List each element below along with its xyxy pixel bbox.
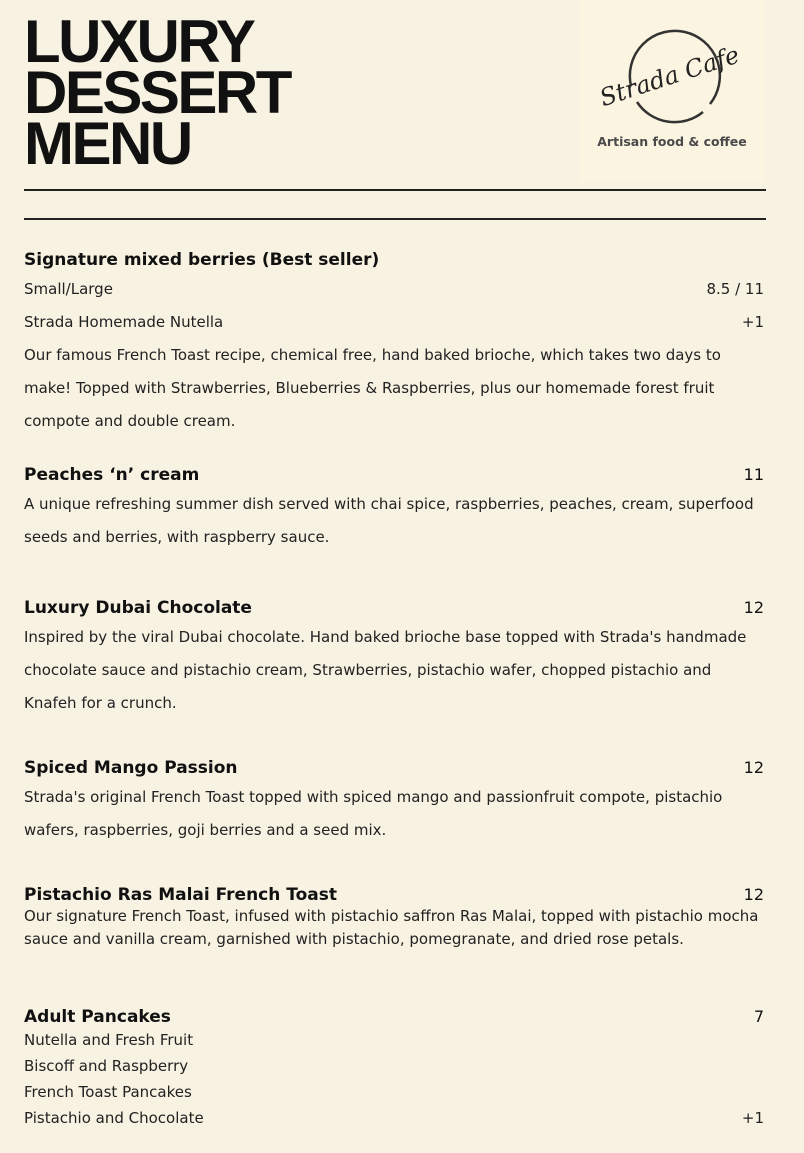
item-description: Inspired by the viral Dubai chocolate. Hand baked brioche base topped with Strada's handmade chocolate sauce and pistachio cream, Strawberries, pistachio wafer, chopped pistachio and Knafeh for a crunch.	[24, 628, 747, 712]
item-header	[24, 758, 764, 778]
item-name: Pistachio Ras Malai French Toast	[24, 885, 338, 905]
menu-title-line: LUXURY	[24, 8, 254, 75]
item-description: Our famous French Toast recipe, chemical free, hand baked brioche, which takes two days to make! Topped with Strawberries, Blueberries & Raspberries, plus our homemade forest fruit compote and double cream.	[24, 346, 721, 430]
item-header	[24, 598, 764, 618]
menu-item	[24, 465, 764, 554]
item-size-row	[24, 273, 764, 306]
item-price: 12	[743, 885, 764, 904]
item-header	[24, 885, 764, 905]
item-price: 12	[743, 758, 764, 777]
menu-item	[24, 250, 764, 438]
option-label: Nutella and Fresh Fruit	[24, 1031, 194, 1049]
item-name: Peaches ‘n’ cream	[24, 465, 200, 485]
item-addon-row	[24, 306, 764, 339]
item-price: 11	[743, 465, 764, 484]
item-header	[24, 465, 764, 485]
menu-item	[24, 758, 764, 847]
item-name: Luxury Dubai Chocolate	[24, 598, 252, 618]
menu-item	[24, 598, 764, 720]
option-label: Biscoff and Raspberry	[24, 1057, 189, 1075]
option-row	[24, 1105, 764, 1131]
item-name: Spiced Mango Passion	[24, 758, 238, 778]
menu-item	[24, 1007, 764, 1131]
item-name: Signature mixed berries (Best seller)	[24, 250, 380, 270]
item-description: A unique refreshing summer dish served with chai spice, raspberries, peaches, cream, superfood seeds and berries, with raspberry sauce.	[24, 495, 754, 546]
item-header	[24, 250, 764, 270]
row-label: Strada Homemade Nutella	[24, 313, 224, 331]
option-row	[24, 1027, 764, 1053]
menu-title-line: MENU	[24, 110, 191, 177]
row-label: Small/Large	[24, 280, 113, 298]
item-price: 12	[743, 598, 764, 617]
option-label: French Toast Pancakes	[24, 1083, 192, 1101]
row-value: +1	[741, 313, 764, 331]
item-description: Our signature French Toast, infused with pistachio saffron Ras Malai, topped with pistachio mocha sauce and vanilla cream, garnished with pistachio, pomegranate, and dried rose petals.	[24, 907, 759, 948]
menu-title-line: DESSERT	[24, 59, 290, 126]
menu-item	[24, 885, 764, 951]
divider	[24, 218, 766, 220]
option-label: Pistachio and Chocolate	[24, 1109, 204, 1127]
logo-tagline: Artisan food & coffee	[597, 134, 747, 149]
item-description: Strada's original French Toast topped with spiced mango and passionfruit compote, pistachio wafers, raspberries, goji berries and a seed mix.	[24, 788, 723, 839]
cafe-logo	[579, 0, 765, 182]
divider	[24, 189, 766, 191]
logo-circle-graphic	[579, 0, 765, 182]
logo-script-text: Strada Cafe	[596, 40, 743, 113]
row-value: 8.5 / 11	[706, 280, 764, 298]
item-price: 7	[753, 1007, 764, 1026]
item-name: Adult Pancakes	[24, 1007, 171, 1027]
option-row	[24, 1053, 764, 1079]
item-header	[24, 1007, 764, 1027]
menu-title	[24, 8, 290, 177]
option-row	[24, 1079, 764, 1105]
option-value: +1	[741, 1109, 764, 1127]
